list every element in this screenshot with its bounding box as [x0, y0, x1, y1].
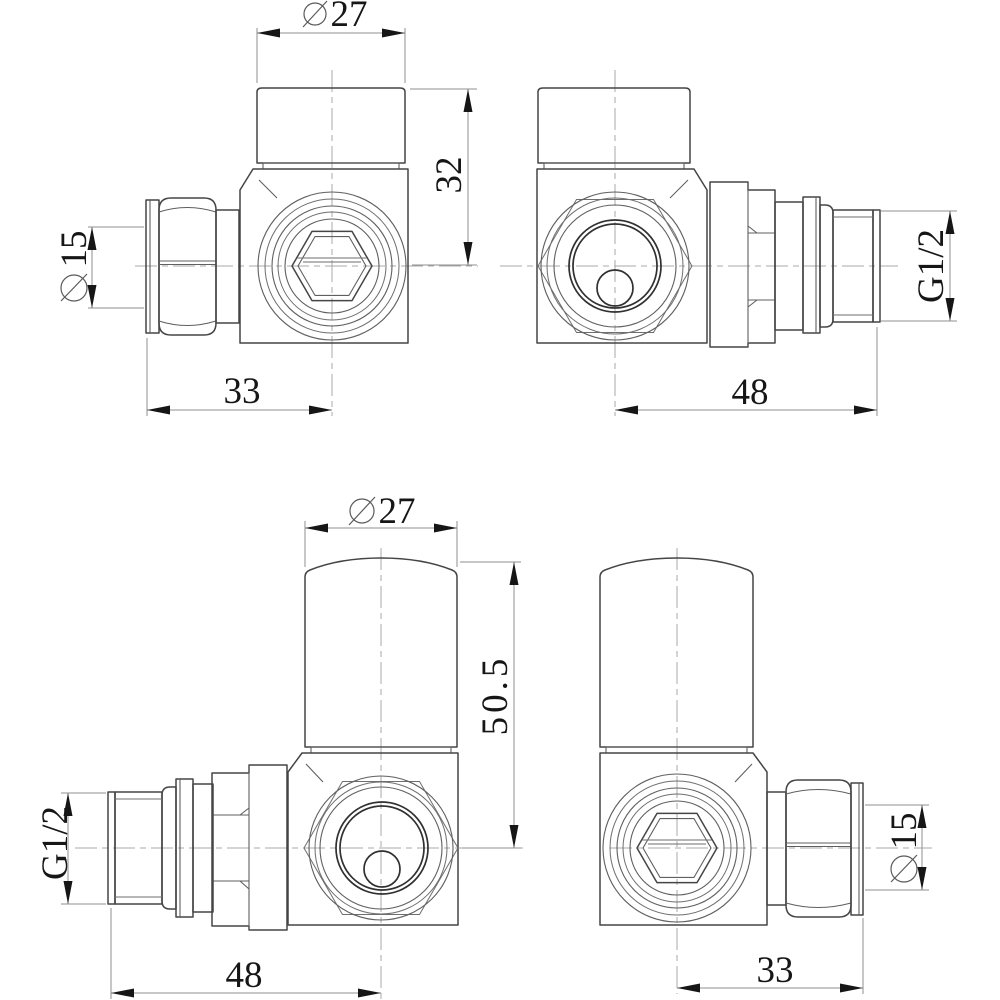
- centerline: [75, 548, 523, 999]
- union-nut: [710, 182, 775, 347]
- dim-label-cap-diameter: 27: [378, 491, 416, 532]
- drain-hole: [364, 851, 400, 887]
- valve-body: [240, 169, 408, 343]
- body-chamfer-detail: [306, 764, 323, 782]
- valve-cap: [257, 88, 405, 163]
- dim-label-thread: G1/2: [35, 806, 76, 880]
- valve-body: [288, 753, 458, 925]
- dimension-arrow: [615, 406, 638, 415]
- view-bottom-right: [600, 548, 932, 994]
- dim-label-width: 48: [225, 955, 263, 996]
- diameter-symbol: [891, 855, 917, 882]
- flange-washer: [803, 197, 820, 333]
- view-bottom-left: [35, 491, 523, 999]
- dimension-arrow: [510, 825, 519, 848]
- dim-label-width: 48: [731, 372, 769, 413]
- dim-label-width: 33: [223, 371, 261, 412]
- nut-midline: [786, 843, 851, 847]
- dimension-arrow: [64, 881, 73, 904]
- male-thread-assembly: [710, 182, 880, 347]
- centerline: [610, 548, 932, 994]
- dimension-arrow: [382, 29, 405, 38]
- dimension-arrow: [111, 989, 134, 998]
- dim-cap-diameter: [257, 0, 405, 83]
- view-top-right: [500, 70, 957, 416]
- dimension-arrow: [677, 984, 700, 993]
- dim-width-33: [677, 918, 863, 994]
- dim-label-pipe-diameter: 15: [884, 812, 925, 850]
- dim-height-32: [410, 89, 477, 265]
- dim-label-thread: G1/2: [911, 229, 952, 303]
- dim-label-height: 32: [429, 156, 470, 194]
- centerline: [135, 70, 478, 416]
- dimension-arrow: [854, 406, 877, 415]
- dim-pipe-diameter-15: [865, 805, 929, 890]
- valve-cap: [538, 88, 690, 163]
- dimension-arrow: [840, 984, 863, 993]
- valve-body: [537, 169, 707, 343]
- dimension-arrow: [464, 242, 473, 265]
- dimension-arrow: [464, 89, 473, 112]
- body-chamfer-detail: [670, 180, 688, 198]
- pipe-end-washer: [851, 783, 863, 915]
- cap-ring: [263, 163, 399, 169]
- dim-width-48: [111, 908, 381, 999]
- dim-label-pipe-diameter: 15: [54, 230, 95, 268]
- dimension-arrow: [309, 406, 332, 415]
- dimension-arrow: [305, 524, 328, 533]
- dimension-arrow: [257, 29, 280, 38]
- extension-lines: [88, 227, 144, 308]
- dim-label-height: 50.5: [475, 654, 516, 736]
- dimension-arrow: [510, 562, 519, 585]
- nut-midline: [159, 261, 216, 265]
- view-top-left: [54, 0, 478, 416]
- dimension-arrow: [918, 867, 927, 890]
- dimension-arrow: [88, 285, 97, 308]
- cap-ring: [544, 163, 684, 169]
- dim-width-33: [147, 338, 332, 416]
- dim-label-cap-diameter: 27: [330, 0, 368, 35]
- union-nut-details: [748, 182, 775, 347]
- dimension-arrow: [434, 524, 457, 533]
- diameter-symbol: [349, 497, 375, 525]
- body-chamfer-detail: [259, 180, 277, 198]
- body-chamfer-detail: [735, 764, 752, 782]
- diameter-symbol: [61, 274, 87, 301]
- dimension-arrow: [358, 989, 381, 998]
- centerline: [500, 70, 898, 416]
- dim-height-50-5: [460, 562, 521, 848]
- diameter-symbol: [303, 1, 327, 27]
- valve-body: [600, 753, 767, 925]
- dim-pipe-diameter-15: [54, 227, 144, 308]
- dim-width-48: [615, 327, 877, 416]
- dimension-arrow: [147, 406, 170, 415]
- dim-label-width: 33: [756, 950, 794, 991]
